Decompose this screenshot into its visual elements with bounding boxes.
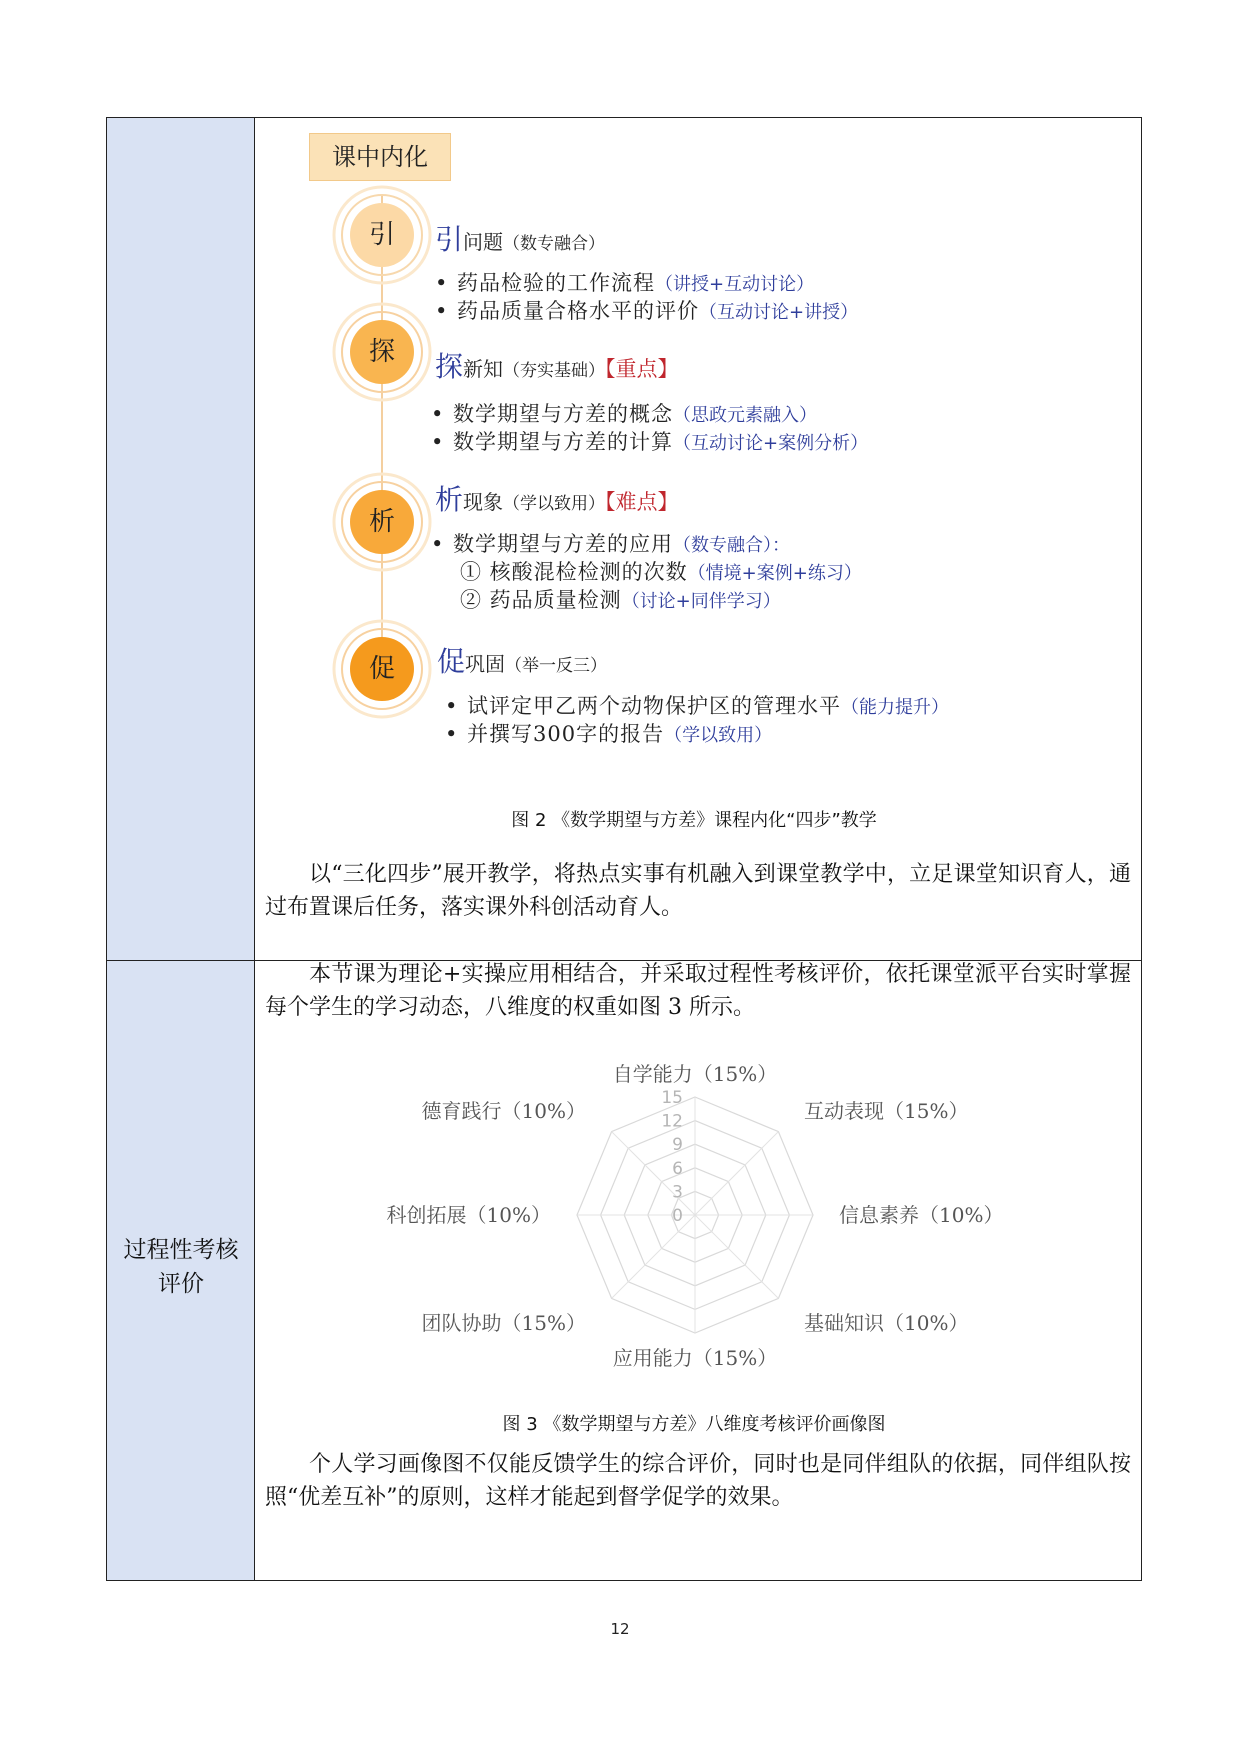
step-char: 促: [368, 654, 395, 684]
paragraph-2: 本节课为理论+实操应用相结合，并采取过程性考核评价，依托课堂派平台实时掌握每个学生的学习动态，八维度的权重如图 3 所示。: [265, 962, 1131, 1020]
step-char: 引: [368, 220, 395, 250]
row-label-line2: 评价: [158, 1271, 204, 1297]
list-item: • 数学期望与方差的计算（互动讨论+案例分析）: [431, 430, 869, 454]
bullet-note: （互动讨论+案例分析）: [673, 433, 869, 454]
paragraph-3: 个人学习画像图不仅能反馈学生的综合评价，同时也是同伴组队的依据，同伴组队按照“优差互补”的原则，这样才能起到督学促学的效果。: [265, 1452, 1131, 1510]
step-char: 探: [368, 337, 395, 367]
step-head-char: 促: [437, 645, 466, 678]
radar-tick-label: 9: [672, 1135, 683, 1156]
bullet-note: （数专融合）：: [673, 535, 790, 556]
radar-axis-label: 应用能力（15%）: [612, 1346, 778, 1370]
radar-tick-label: 15: [661, 1088, 683, 1108]
step-head-key: 【重点】: [605, 357, 679, 381]
step-heading: [435, 218, 605, 258]
bullet-text: 数学期望与方差的应用: [453, 532, 673, 556]
step-head-note: （学以致用）: [503, 494, 606, 514]
step-head-note: （举一反三）: [505, 656, 608, 676]
step-head-note: （夯实基础）: [503, 361, 606, 381]
figure-3-caption: 图 3 《数学期望与方差》八维度考核评价画像图: [502, 1414, 886, 1435]
radar-tick-label: 6: [672, 1158, 683, 1179]
bullet-text: 药品检验的工作流程: [457, 271, 655, 295]
step-head-note: （数专融合）: [503, 234, 606, 254]
radar-axis-label: 信息素养（10%）: [839, 1203, 1004, 1227]
radar-tick-label: 12: [661, 1111, 683, 1132]
internalization-title: 课中内化: [309, 133, 451, 181]
list-item: [460, 584, 781, 614]
list-item: [460, 556, 862, 586]
row-label-process-evaluation: [107, 1233, 255, 1301]
radar-tick-label: 0: [672, 1206, 683, 1226]
step-head-text: 新知: [463, 357, 504, 381]
figure-2-caption: 图 2 《数学期望与方差》课程内化“四步”教学: [511, 810, 877, 831]
step-head-key: 【难点】: [605, 490, 679, 514]
bullet-text: 并撰写300字的报告: [467, 722, 665, 746]
step-head-char: 引: [435, 223, 464, 256]
step-head-char: 析: [435, 483, 464, 516]
step-heading: [437, 640, 607, 680]
radar-axis-label: 自学能力（15%）: [612, 1062, 778, 1086]
list-item: • 试评定甲乙两个动物保护区的管理水平（能力提升）: [445, 694, 949, 718]
step-char: 析: [368, 507, 395, 537]
bullet-note: （讲授+互动讨论）: [655, 274, 815, 295]
row-label-line1: 过程性考核: [123, 1237, 239, 1263]
step-head-text: 现象: [463, 490, 504, 514]
step-node-tan: [330, 300, 434, 404]
radar-svg: [355, 1030, 1035, 1400]
radar-tick-label: 3: [672, 1182, 683, 1203]
bullet-note: （思政元素融入）: [673, 405, 817, 426]
bullet-text: 数学期望与方差的概念: [453, 402, 673, 426]
paragraph-1: 以“三化四步”展开教学，将热点实事有机融入到课堂教学中，立足课堂知识育人，通过布置课后任务，落实课外科创活动育人。: [265, 862, 1131, 920]
step-node-cu: [330, 617, 434, 721]
bullet-text: 试评定甲乙两个动物保护区的管理水平: [467, 694, 841, 718]
radar-axis-label: 德育践行（10%）: [421, 1099, 586, 1123]
step-heading: [435, 478, 679, 518]
list-item: • 药品质量合格水平的评价（互动讨论+讲授）: [435, 299, 859, 323]
bullet-note: （互动讨论+讲授）: [699, 302, 859, 323]
bullet-note: （讨论+同伴学习）: [621, 591, 781, 612]
step-head-text: 问题: [463, 230, 504, 254]
step-head-char: 探: [435, 350, 464, 383]
bullet-text: 数学期望与方差的计算: [453, 430, 673, 454]
page-number: 12: [610, 1620, 630, 1638]
bullet-note: （情境+案例+练习）: [687, 563, 862, 584]
side-column: [107, 118, 255, 1580]
radar-axis-label: 团队协助（15%）: [421, 1311, 586, 1335]
radar-axis-label: 互动表现（15%）: [804, 1099, 969, 1123]
step-node-xi: [330, 470, 434, 574]
step-head-text: 巩固: [465, 652, 506, 676]
radar-axis-label: 科创拓展（10%）: [386, 1203, 551, 1227]
radar-chart: [355, 1030, 1035, 1400]
list-item: • 并撰写300字的报告（学以致用）: [445, 722, 773, 746]
step-heading: [435, 345, 679, 385]
bullet-text: ① 核酸混检检测的次数: [460, 560, 688, 584]
step-node-yin: [330, 183, 434, 287]
list-item: • 药品检验的工作流程（讲授+互动讨论）: [435, 271, 815, 295]
bullet-note: （学以致用）: [664, 725, 773, 746]
bullet-text: ② 药品质量检测: [460, 588, 622, 612]
bullet-note: （能力提升）: [841, 697, 949, 718]
list-item: • 数学期望与方差的概念（思政元素融入）: [431, 402, 817, 426]
radar-axis-label: 基础知识（10%）: [804, 1311, 969, 1335]
bullet-text: 药品质量合格水平的评价: [457, 299, 699, 323]
list-item: • 数学期望与方差的应用（数专融合）：: [431, 532, 790, 556]
